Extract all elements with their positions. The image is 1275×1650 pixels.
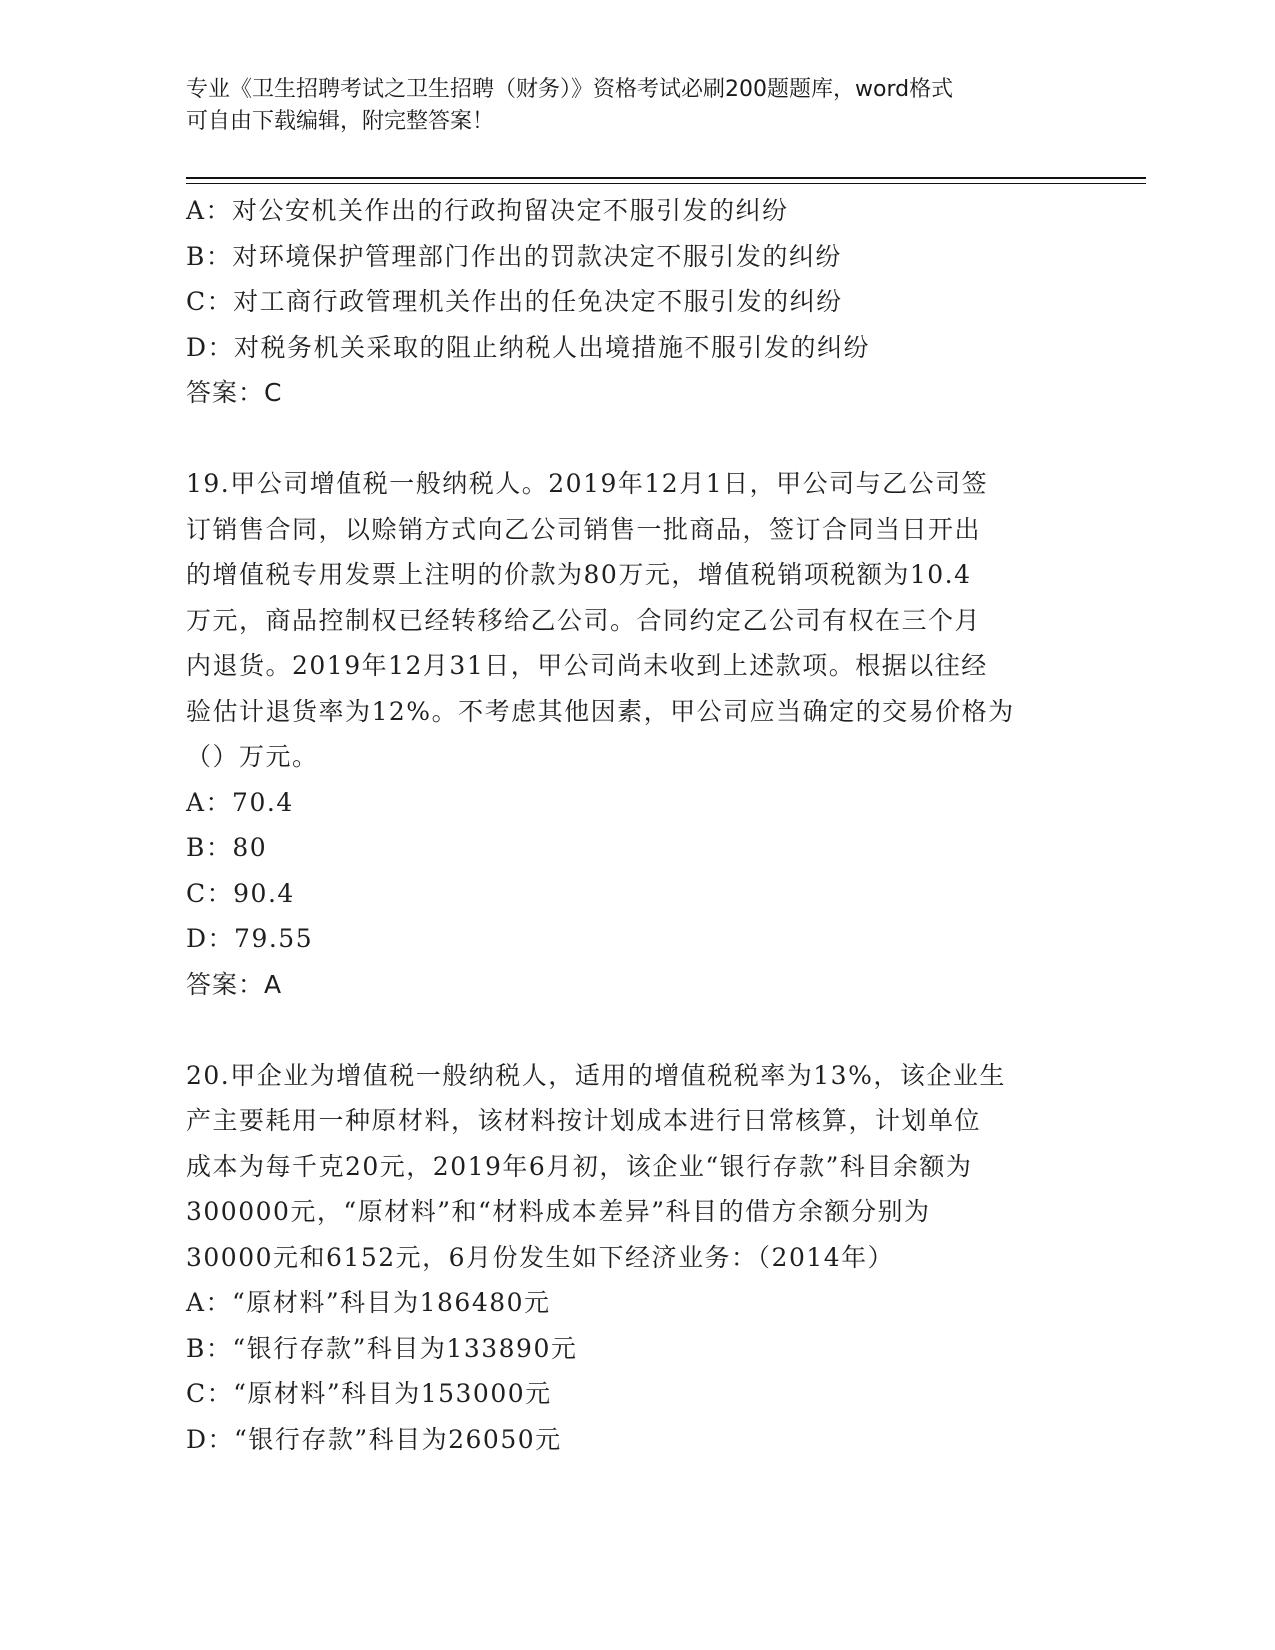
question-stem-line: 30000元和6152元，6月份发生如下经济业务：（2014年）	[186, 1242, 895, 1272]
question-stem-line: 验估计退货率为12%。不考虑其他因素，甲公司应当确定的交易价格为	[186, 696, 1015, 726]
option-a: A：70.4	[186, 787, 294, 817]
spacer	[186, 416, 1086, 462]
question-19	[186, 461, 1086, 1007]
question-20	[186, 1053, 1086, 1463]
header-line: 专业《卫生招聘考试之卫生招聘（财务）》资格考试必刷200题题库，word格式	[186, 77, 954, 102]
question-stem-line: 内退货。2019年12月31日，甲公司尚未收到上述款项。根据以往经	[186, 651, 988, 680]
question-stem-line: 20.甲企业为增值税一般纳税人，适用的增值税税率为13%，该企业生	[186, 1060, 1006, 1090]
option-c: C：“原材料”科目为153000元	[186, 1379, 552, 1408]
question-18	[186, 188, 1086, 416]
question-stem-line: 成本为每千克20元，2019年6月初，该企业“银行存款”科目余额为	[186, 1151, 973, 1181]
question-stem-line: 订销售合同，以赊销方式向乙公司销售一批商品，签订合同当日开出	[186, 514, 982, 544]
option-c: C：90.4	[186, 878, 295, 908]
document-body	[186, 188, 1086, 1462]
option-c: C：对工商行政管理机关作出的任免决定不服引发的纠纷	[186, 287, 843, 316]
answer-label: 答案：A	[186, 969, 283, 999]
option-b: B：“银行存款”科目为133890元	[186, 1333, 578, 1363]
header-line: 可自由下载编辑，附完整答案！	[186, 109, 495, 134]
option-b: B：对环境保护管理部门作出的罚款决定不服引发的纠纷	[186, 241, 842, 271]
question-stem-line: （）万元。	[186, 742, 319, 771]
question-stem-line: 的增值税专用发票上注明的价款为80万元，增值税销项税额为10.4	[186, 560, 972, 589]
option-d: D：79.55	[186, 924, 314, 953]
header-divider-thin	[186, 183, 1146, 184]
question-stem-line: 产主要耗用一种原材料，该材料按计划成本进行日常核算，计划单位	[186, 1106, 982, 1135]
option-d: D：“银行存款”科目为26050元	[186, 1424, 562, 1454]
question-stem-line: 300000元，“原材料”和“材料成本差异”科目的借方余额分别为	[186, 1197, 931, 1226]
answer-label: 答案：C	[186, 378, 283, 407]
spacer	[186, 1007, 1086, 1053]
option-a: A：“原材料”科目为186480元	[186, 1288, 551, 1317]
document-header	[186, 74, 1066, 138]
option-d: D：对税务机关采取的阻止纳税人出境措施不服引发的纠纷	[186, 332, 871, 362]
header-divider	[186, 177, 1146, 179]
option-b: B：80	[186, 833, 268, 862]
question-stem-line: 19.甲公司增值税一般纳税人。2019年12月1日，甲公司与乙公司签	[186, 469, 989, 498]
option-a: A：对公安机关作出的行政拘留决定不服引发的纠纷	[186, 196, 789, 225]
question-stem-line: 万元，商品控制权已经转移给乙公司。合同约定乙公司有权在三个月	[186, 605, 982, 635]
